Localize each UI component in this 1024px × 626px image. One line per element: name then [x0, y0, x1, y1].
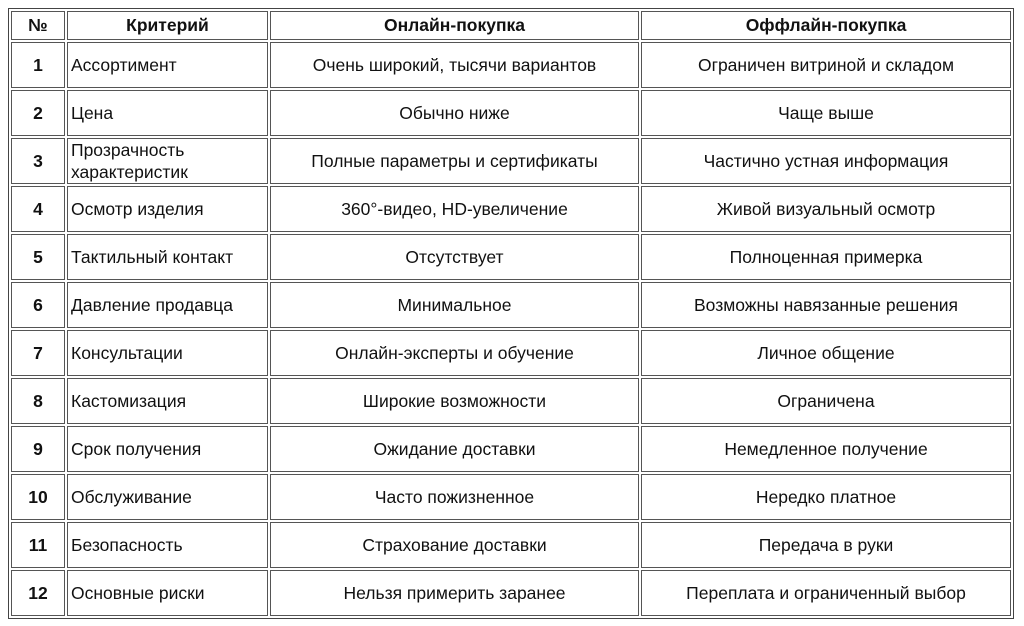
row-criterion-text: Ассортимент	[71, 55, 177, 75]
row-offline	[641, 186, 1011, 232]
row-online	[270, 330, 639, 376]
row-offline-text: Частично устная информация	[703, 151, 949, 171]
row-online-text: Очень широкий, тысячи вариантов	[312, 55, 597, 75]
table-row	[11, 330, 1011, 376]
row-number-text: 6	[33, 295, 43, 315]
row-online-text: Страхование доставки	[362, 535, 547, 555]
row-offline	[641, 234, 1011, 280]
row-number-text: 5	[33, 247, 43, 267]
row-number	[11, 282, 65, 328]
row-number	[11, 42, 65, 88]
row-number	[11, 474, 65, 520]
row-online	[270, 234, 639, 280]
row-online-text: Онлайн-эксперты и обучение	[335, 343, 574, 363]
row-online-text: Отсутствует	[405, 247, 504, 267]
row-online	[270, 378, 639, 424]
header-number: №	[11, 11, 65, 40]
row-criterion-text: Кастомизация	[71, 391, 187, 411]
header-row	[11, 11, 1011, 40]
row-number	[11, 378, 65, 424]
row-offline	[641, 90, 1011, 136]
comparison-table	[8, 8, 1014, 619]
row-online-text: Нельзя примерить заранее	[343, 583, 566, 603]
table-row	[11, 42, 1011, 88]
row-offline-text: Нередко платное	[755, 487, 897, 507]
table-row	[11, 426, 1011, 472]
row-online-text: Ожидание доставки	[373, 439, 536, 459]
row-offline-text: Ограничен витриной и складом	[697, 55, 955, 75]
row-offline	[641, 138, 1011, 184]
row-number-text: 10	[28, 487, 48, 507]
table-row	[11, 234, 1011, 280]
row-criterion-text: Цена	[71, 103, 114, 123]
row-online	[270, 282, 639, 328]
row-number	[11, 426, 65, 472]
row-offline-text: Переплата и ограниченный выбор	[686, 583, 966, 603]
row-criterion-text: Давление продавца	[71, 295, 234, 315]
row-criterion-text: Осмотр изделия	[71, 199, 204, 219]
row-offline	[641, 570, 1011, 616]
row-online	[270, 474, 639, 520]
row-online-text: 360°-видео, HD-увеличение	[341, 199, 568, 219]
row-number	[11, 522, 65, 568]
row-offline-text: Полноценная примерка	[729, 247, 923, 267]
row-criterion	[67, 378, 268, 424]
row-number-text: 2	[33, 103, 43, 123]
row-criterion-text: Тактильный контакт	[71, 247, 234, 267]
row-offline-text: Живой визуальный осмотр	[716, 199, 936, 219]
row-online	[270, 138, 639, 184]
row-offline-text: Ограничена	[777, 391, 875, 411]
row-offline-text: Чаще выше	[778, 103, 874, 123]
row-criterion	[67, 186, 268, 232]
row-number-text: 12	[28, 583, 48, 603]
row-online	[270, 570, 639, 616]
table-row	[11, 378, 1011, 424]
row-number	[11, 90, 65, 136]
row-criterion-text: Безопасность	[71, 535, 183, 555]
row-online	[270, 426, 639, 472]
row-number-text: 9	[33, 439, 43, 459]
row-offline	[641, 42, 1011, 88]
row-offline	[641, 282, 1011, 328]
row-number-text: 1	[33, 55, 43, 75]
table-row	[11, 90, 1011, 136]
row-number-text: 8	[33, 391, 43, 411]
row-offline	[641, 426, 1011, 472]
row-online-text: Обычно ниже	[399, 103, 510, 123]
table-row	[11, 522, 1011, 568]
row-criterion	[67, 570, 268, 616]
row-number	[11, 138, 65, 184]
header-offline: Оффлайн-покупка	[641, 11, 1011, 40]
row-criterion-text: Прозрачность характеристик	[71, 140, 188, 182]
row-offline	[641, 522, 1011, 568]
row-criterion	[67, 426, 268, 472]
row-criterion-text: Основные риски	[71, 583, 205, 603]
row-criterion	[67, 282, 268, 328]
row-number-text: 11	[28, 535, 48, 555]
row-criterion	[67, 138, 268, 184]
row-criterion-text: Консультации	[71, 343, 183, 363]
row-online-text: Минимальное	[397, 295, 512, 315]
table-row	[11, 282, 1011, 328]
row-online-text: Часто пожизненное	[374, 487, 535, 507]
row-number	[11, 330, 65, 376]
row-number	[11, 570, 65, 616]
table-row	[11, 474, 1011, 520]
row-number	[11, 186, 65, 232]
row-online-text: Полные параметры и сертификаты	[311, 151, 598, 171]
row-criterion	[67, 330, 268, 376]
row-online	[270, 186, 639, 232]
row-criterion-text: Срок получения	[71, 439, 202, 459]
row-offline-text: Возможны навязанные решения	[694, 295, 958, 315]
row-offline-text: Передача в руки	[758, 535, 894, 555]
row-online-text: Широкие возможности	[362, 391, 547, 411]
table-row	[11, 186, 1011, 232]
row-criterion	[67, 234, 268, 280]
row-online	[270, 42, 639, 88]
row-criterion	[67, 522, 268, 568]
row-criterion	[67, 90, 268, 136]
header-online: Онлайн-покупка	[270, 11, 639, 40]
row-offline	[641, 378, 1011, 424]
row-number-text: 4	[33, 199, 43, 219]
table-row	[11, 138, 1011, 184]
table-row	[11, 570, 1011, 616]
row-number-text: 3	[33, 151, 43, 171]
row-criterion	[67, 42, 268, 88]
row-number	[11, 234, 65, 280]
row-offline	[641, 330, 1011, 376]
row-online	[270, 522, 639, 568]
row-online	[270, 90, 639, 136]
row-offline	[641, 474, 1011, 520]
row-criterion-text: Обслуживание	[71, 487, 192, 507]
row-number-text: 7	[33, 343, 43, 363]
header-criterion: Критерий	[67, 11, 268, 40]
row-offline-text: Личное общение	[757, 343, 895, 363]
row-criterion	[67, 474, 268, 520]
row-offline-text: Немедленное получение	[724, 439, 928, 459]
